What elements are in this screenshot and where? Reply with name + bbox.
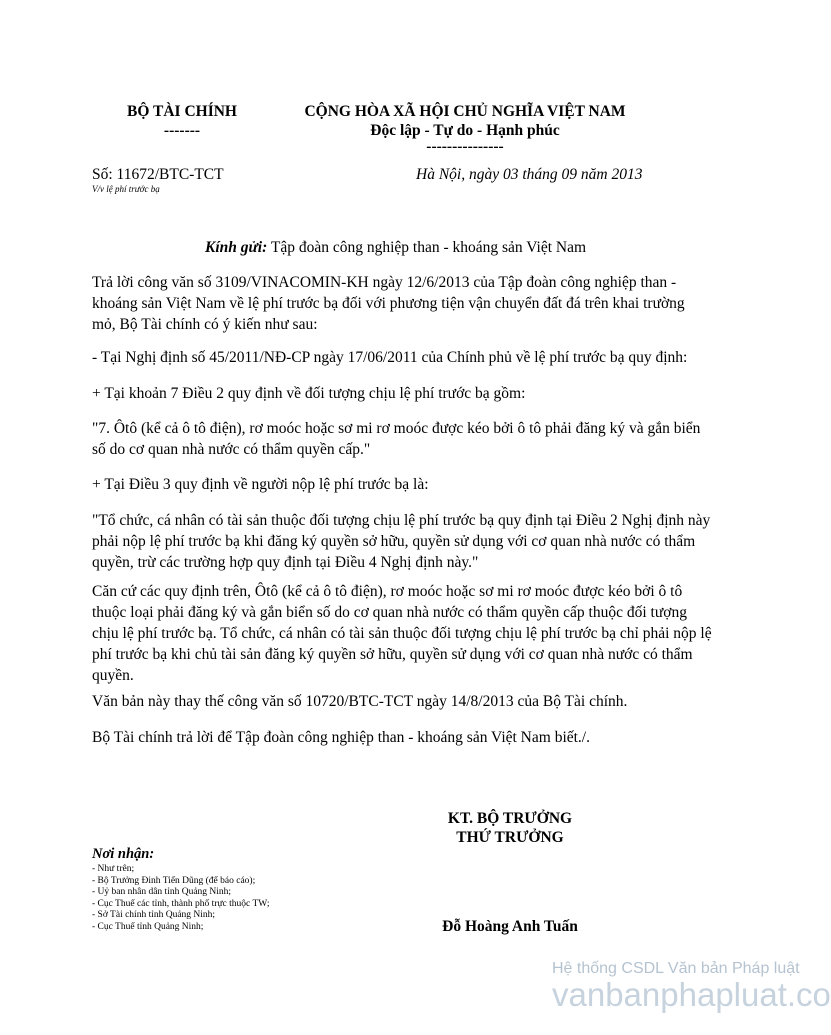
watermark-site: vanbanphapluat.co <box>552 976 831 1013</box>
document-subject: V/v lệ phí trước bạ <box>92 184 160 194</box>
recipient-item: - Uỷ ban nhân dân tỉnh Quảng Ninh; <box>92 887 232 897</box>
paragraph-6: "Tổ chức, cá nhân có tài sản thuộc đối tượng chịu lệ phí trước bạ quy định tại Điều 2 Nghị định này phải nộp lệ phí trước bạ khi đăng ký quyền sở hữu, quyền sử dụng với cơ quan nhà nước có thẩm quyền, trừ các trường hợp quy định tại Điều 4 Nghị định này." <box>92 512 711 571</box>
recipient-item: - Cục Thuế tỉnh Quảng Ninh; <box>92 921 204 932</box>
motto-rule: --------------- <box>426 138 504 155</box>
recipient-item: - Như trên; <box>92 864 135 874</box>
watermark-caption: Hệ thống CSDL Văn bản Pháp luật <box>552 960 800 977</box>
recipients-title: Nơi nhận: <box>92 846 155 862</box>
signature-subtitle: THỨ TRƯỞNG <box>456 829 564 846</box>
paragraph-7: Căn cứ các quy định trên, Ôtô (kể cả ô tô điện), rơ moóc hoặc sơ mi rơ moóc được kéo bởi ô tô thuộc loại phải đăng ký và gắn biển số do cơ quan nhà nước có thẩm quyền cấp thuộc đối tượng chịu lệ phí trước bạ. Tổ chức, cá nhân có tài sản thuộc đối tượng chịu lệ phí trước bạ chỉ phải nộp lệ phí trước bạ khi chủ tài sản đăng ký quyền sở hữu, quyền sử dụng với cơ quan nhà nước có thẩm quyền. <box>92 583 712 684</box>
ministry-rule: ------- <box>163 122 201 139</box>
recipient-item: - Cục Thuế các tỉnh, thành phố trực thuộc TW; <box>92 898 270 909</box>
recipient-item: - Sở Tài chính tỉnh Quảng Ninh; <box>92 910 216 920</box>
paragraph-2: - Tại Nghị định số 45/2011/NĐ-CP ngày 17/06/2011 của Chính phủ về lệ phí trước bạ quy định: <box>92 349 688 366</box>
ministry-name: BỘ TÀI CHÍNH <box>127 103 237 120</box>
signer-name: Đỗ Hoàng Anh Tuấn <box>442 918 578 935</box>
nation-title: CỘNG HÒA XÃ HỘI CHỦ NGHĨA VIỆT NAM <box>304 103 626 120</box>
paragraph-5: + Tại Điều 3 quy định về người nộp lệ phí trước bạ là: <box>92 476 429 493</box>
paragraph-8: Văn bản này thay thế công văn số 10720/BTC-TCT ngày 14/8/2013 của Bộ Tài chính. <box>92 693 628 710</box>
paragraph-3: + Tại khoản 7 Điều 2 quy định về đối tượng chịu lệ phí trước bạ gồm: <box>92 385 526 402</box>
paragraph-4: "7. Ôtô (kể cả ô tô điện), rơ moóc hoặc sơ mi rơ moóc được kéo bởi ô tô phải đăng ký và gắn biển số do cơ quan nhà nước có thẩm quyền cấp." <box>92 420 701 458</box>
signature-title: KT. BỘ TRƯỞNG <box>447 810 573 827</box>
motto: Độc lập - Tự do - Hạnh phúc <box>370 122 560 139</box>
recipients-list <box>92 864 412 933</box>
addressee <box>205 238 586 257</box>
paragraph-1: Trả lời công văn số 3109/VINACOMIN-KH ngày 12/6/2013 của Tập đoàn công nghiệp than - khoáng sản Việt Nam về lệ phí trước bạ đối với phương tiện vận chuyển đất đá trên khai trường mỏ, Bộ Tài chính có ý kiến như sau: <box>92 274 685 333</box>
recipient-item: - Bộ Trưởng Đinh Tiến Dũng (để báo cáo); <box>92 875 256 886</box>
place-date: Hà Nội, ngày 03 tháng 09 năm 2013 <box>416 166 643 183</box>
addressee-label: Kính gửi: <box>205 239 268 256</box>
document-number: Số: 11672/BTC-TCT <box>92 166 224 183</box>
addressee-name: Tập đoàn công nghiệp than - khoáng sản Việt Nam <box>270 239 587 256</box>
paragraph-9: Bộ Tài chính trả lời để Tập đoàn công nghiệp than - khoáng sản Việt Nam biết./. <box>92 729 590 746</box>
